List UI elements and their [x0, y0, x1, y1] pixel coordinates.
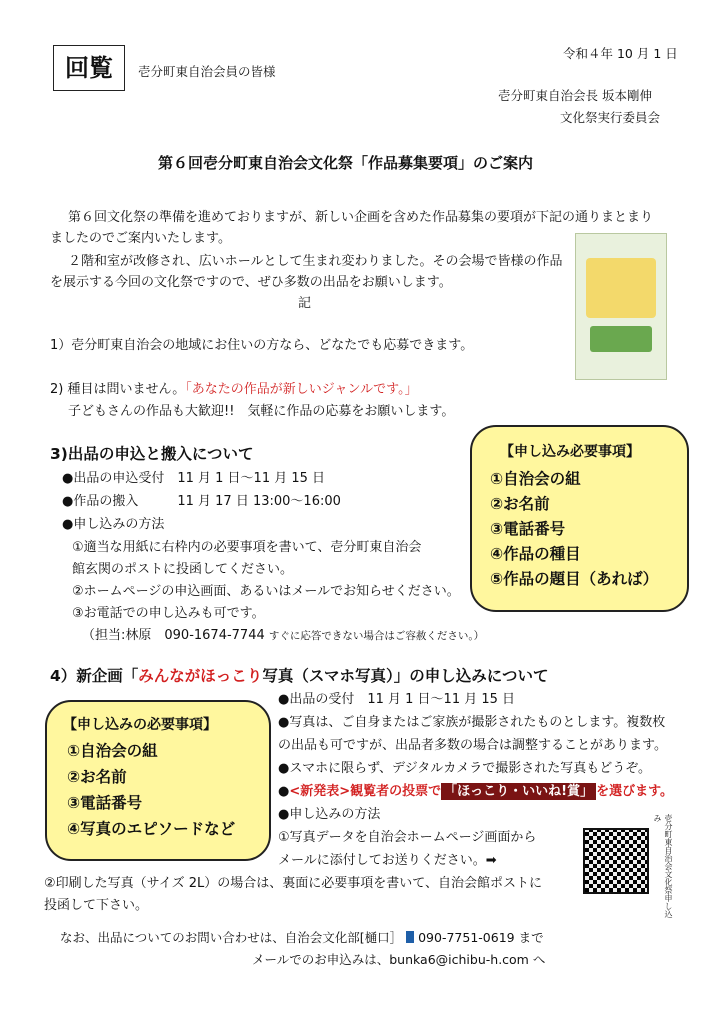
section-4-line: ●スマホに限らず、デジタルカメラで撮影された写真もどうぞ。 — [278, 761, 652, 776]
intro-line: 第６回文化祭の準備を進めておりますが、新しい企画を含めた作品募集の要項が下記の通りまとまり — [68, 210, 654, 225]
requirement-item: ①自治会の組 — [490, 470, 581, 488]
phone-icon — [406, 931, 414, 943]
section-4-line: ●出品の受付 11 月 1 日～11 月 15 日 — [278, 692, 516, 707]
footer-inquiry — [60, 928, 544, 946]
sender-committee: 文化祭実行委員会 — [560, 110, 661, 125]
footer-phone: 090-7751-0619 まで — [418, 930, 544, 945]
addressee: 壱分町東自治会員の皆様 — [138, 64, 276, 79]
intro-line: ましたのでご案内いたします。 — [50, 231, 231, 246]
page-title: 第６回壱分町東自治会文化祭「作品募集要項」のご案内 — [158, 154, 534, 172]
photo-requirement-item: ④写真のエピソードなど — [67, 820, 236, 838]
item-2-line2: 子どもさんの作品も大歓迎!! 気軽に作品の応募をお願いします。 — [68, 404, 455, 419]
requirement-item: ③電話番号 — [490, 520, 566, 538]
intro-line: を展示する今回の文化祭ですので、ぜひ多数の出品をお願いします。 — [50, 275, 452, 290]
section-3-line: ●作品の搬入 11 月 17 日 13:00～16:00 — [62, 494, 341, 509]
section-4-suffix: 写真（スマホ写真）」の申し込みについて — [262, 667, 549, 685]
footer-email: メールでのお申込みは、bunka6@ichibu-h.com へ — [252, 952, 546, 967]
section-4-line: メールに添付してお送りください。➡ — [278, 853, 497, 868]
item-2-highlight: 「あなたの作品が新しいジャンルです。」 — [185, 382, 418, 397]
ki-mark: 記 — [298, 296, 312, 311]
item-1: 1）壱分町東自治会の地域にお住いの方なら、どなたでも応募できます。 — [50, 338, 474, 353]
contact-note: すぐに応答できない場合はご容赦ください。） — [268, 630, 485, 642]
photo-requirement-item: ②お名前 — [67, 768, 127, 786]
photo-requirement-item: ③電話番号 — [67, 794, 143, 812]
award-announcement: <新発表>観覧者の投票で — [289, 784, 442, 799]
section-3-heading: 3)出品の申込と搬入について — [50, 445, 254, 463]
section-3-line: ②ホームページの申込画面、あるいはメールでお知らせください。 — [72, 584, 460, 599]
section-4-highlight: みんながほっこり — [138, 667, 263, 685]
award-bullet: ● — [278, 784, 290, 799]
requirement-item: ②お名前 — [490, 495, 550, 513]
item-2 — [50, 378, 418, 397]
section-4-line: ①写真データを自治会ホームページ画面から — [278, 830, 537, 845]
photo-requirements-heading: 【申し込みの必要事項】 — [63, 717, 217, 733]
qr-caption: 壱分町東自治会文化祭申し込み — [653, 814, 673, 918]
section-3-line: ①適当な用紙に右枠内の必要事項を書いて、壱分町東自治会 — [72, 540, 422, 555]
section-4-line: ●写真は、ご自身またはご家族が撮影されたものとします。複数枚 — [278, 715, 666, 730]
section-4-line: の出品も可ですが、出品者多数の場合は調整することがあります。 — [278, 738, 667, 753]
section-3-line: ③お電話での申し込みも可です。 — [72, 606, 265, 621]
section-4-line: 投函して下さい。 — [44, 898, 149, 913]
requirement-item: ④作品の種目 — [490, 545, 581, 563]
section-3-line: 館玄関のポストに投函してください。 — [72, 562, 294, 577]
section-3-line: ●申し込みの方法 — [62, 517, 165, 532]
section-3-line: ●出品の申込受付 11 月 1 日～11 月 15 日 — [62, 471, 326, 486]
requirements-heading: 【申し込み必要事項】 — [500, 444, 640, 460]
section-4-award — [278, 780, 673, 799]
award-name: 「ほっこり・いいね!賞」 — [441, 783, 596, 800]
poster-thumbnail — [575, 233, 667, 380]
photo-requirements-box — [45, 700, 271, 861]
section-3-contact — [82, 624, 484, 643]
item-2-prefix: 2) 種目は問いません。 — [50, 382, 186, 397]
photo-requirement-item: ①自治会の組 — [67, 742, 158, 760]
requirements-box — [470, 425, 689, 612]
kairan-stamp: 回覧 — [53, 45, 125, 91]
contact-phone: （担当:林原 090-1674-7744 — [82, 628, 265, 643]
section-4-line: ●申し込みの方法 — [278, 807, 381, 822]
qr-code[interactable] — [583, 828, 649, 894]
award-suffix: を選びます。 — [596, 784, 674, 799]
intro-line: ２階和室が改修され、広いホールとして生まれ変わりました。その会場で皆様の作品 — [68, 254, 563, 269]
section-4-line: ②印刷した写真（サイズ 2L）の場合は、裏面に必要事項を書いて、自治会館ポストに — [44, 876, 543, 891]
section-4-prefix: 4）新企画「 — [50, 667, 139, 685]
footer-inquiry-text: なお、出品についてのお問い合わせは、自治会文化部[樋口］ — [60, 930, 403, 945]
requirement-item: ⑤作品の題目（あれば） — [490, 570, 659, 588]
date: 令和４年 10 月 1 日 — [563, 46, 678, 61]
sender-chairman: 壱分町東自治会長 坂本剛伸 — [498, 88, 652, 103]
section-4-heading — [50, 664, 548, 686]
